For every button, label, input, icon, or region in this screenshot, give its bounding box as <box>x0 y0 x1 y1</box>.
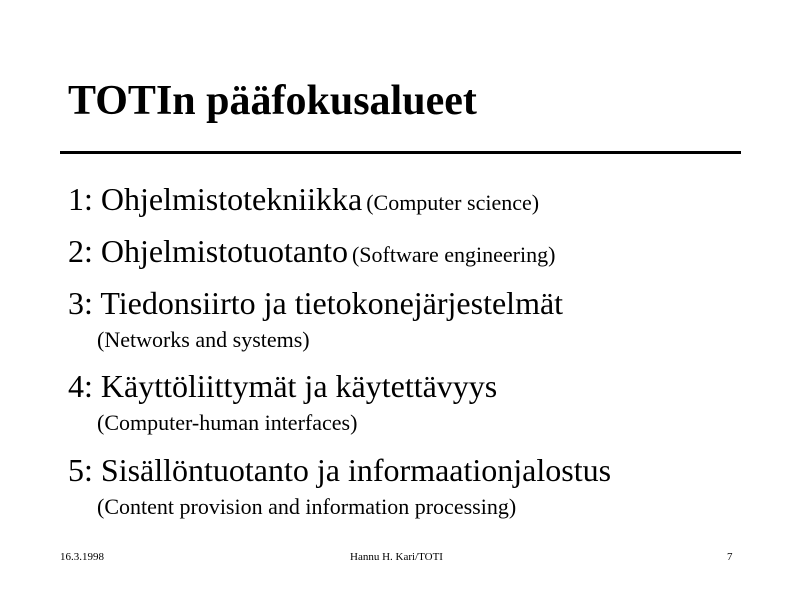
focus-area-3-finnish: 3: Tiedonsiirto ja tietokonejärjestelmät <box>68 285 564 321</box>
focus-area-4-finnish: 4: Käyttöliittymät ja käytettävyys <box>68 368 498 404</box>
focus-area-2 <box>68 235 555 267</box>
focus-area-1 <box>68 183 539 215</box>
footer-date: 16.3.1998 <box>60 551 104 563</box>
focus-area-1-english: (Computer science) <box>366 190 540 215</box>
focus-area-5-finnish: 5: Sisällöntuotanto ja informaationjalostus <box>68 452 612 488</box>
footer-page-number: 7 <box>727 551 733 563</box>
focus-area-4 <box>68 370 497 402</box>
focus-area-3-english: (Networks and systems) <box>97 327 310 352</box>
focus-area-3 <box>68 287 563 319</box>
focus-area-2-finnish: 2: Ohjelmistotuotanto <box>68 233 348 269</box>
focus-area-2-english: (Software engineering) <box>351 242 556 267</box>
footer-author: Hannu H. Kari/TOTI <box>350 551 443 563</box>
focus-area-5 <box>68 454 611 486</box>
focus-area-4-english: (Computer-human interfaces) <box>97 410 358 435</box>
focus-area-5-english: (Content provision and information processing) <box>97 494 517 519</box>
title-divider <box>60 151 741 154</box>
slide-title: TOTIn pääfokusalueet <box>68 78 477 124</box>
focus-area-1-finnish: 1: Ohjelmistotekniikka <box>68 181 363 217</box>
